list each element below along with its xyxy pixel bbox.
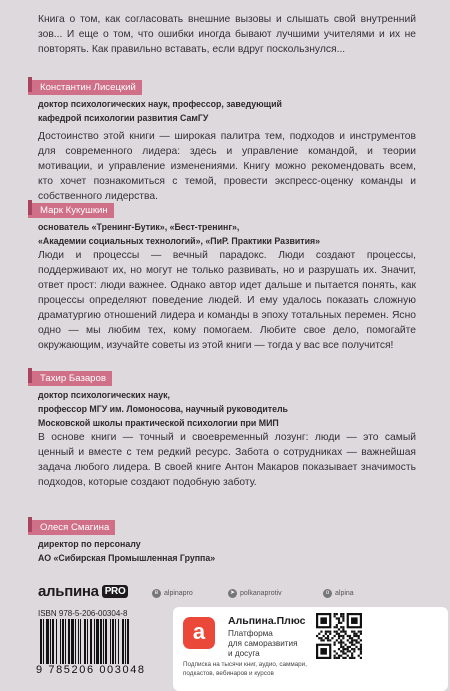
social-vk [152,589,193,598]
isbn-text: ISBN 978-5-206-00304-8 [38,609,128,618]
social-ok [323,589,354,598]
reviewer-name: Олеся Смагина [28,520,115,535]
social-telegram [228,589,282,598]
promo-description: Подписка на тысячи книг, аудио, саммари, подкастов, вебинаров и курсов [183,661,307,677]
review-text: Достоинство этой книги — широкая палитра тем, подходов и инструментов для современного лидера: здесь и управление командой, и теории мотивации, и управление изменениями. Книгу можно рекомендовать всем, кто хочет познакомиться с темой, провести экспресс-оценку команды и собственного лидерства. [38,131,416,202]
ok-icon: о [323,589,332,598]
promo-banner [173,607,448,691]
reviewer-marker [28,517,32,532]
review-text: В основе книги — точный и своевременный лозунг: люди — это самый ценный и вместе с тем редкий ресурс. Забота о сотрудниках — важнейшая задача любого лидера. В своей книге Антон Макаров показывает значимость подходов, которые создают подобную заботу. [38,432,416,488]
vk-icon: в [152,589,161,598]
reviewer-block-3 [28,368,288,430]
reviewer-block-2 [28,200,320,248]
telegram-icon: ➤ [229,590,236,596]
reviewer-title: директор по персоналу АО «Сибирская Промышленная Группа» [38,539,216,563]
reviewer-marker [28,77,32,92]
reviewer-name: Константин Лисецкий [28,80,142,95]
review-text: Люди и процессы — вечный парадокс. Люди создают процессы, поддерживают их, но могут не только развивать, но и разрушать их. Значит, ответ прост: люди важнее. Однако автор идет дальше и пытается понять, как процессы определяют поведение людей. И ему удалось показать сложную драматургию отношений лидера и команды в эпоху тотальных перемен. Ясно одно — мы любим тех, кому помогаем. Любите свое дело, помогайте окружающим, изучайте советы из этой книги — тогда у вас все получится! [38,250,416,351]
qr-code [316,613,362,659]
logo-badge: PRO [102,585,129,598]
logo-text: альпина [38,583,99,600]
publisher-logo [38,583,128,600]
social-label: alpina [335,590,354,597]
barcode-number: 9 785206 003048 [36,664,146,676]
reviewer-name: Марк Кукушкин [28,203,114,218]
reviewer-title: доктор психологических наук, профессор, заведующий кафедрой психологии развития СамГУ [38,99,282,123]
promo-background [173,607,448,691]
reviewer-title: доктор психологических наук, профессор МГУ им. Ломоносова, научный руководитель Московской школы практической психологии при МИП [38,390,288,428]
social-label: polkanaprotiv [240,590,282,597]
social-label: alpinapro [164,590,193,597]
reviewer-name: Тахир Базаров [28,371,112,386]
intro-paragraph: Книга о том, как согласовать внешние вызовы и слышать свой внутренний зов... И еще о том, что ошибки иногда бывают лучшими учителями и их не повторять. Как правильно вставать, если вдруг поскользнулся... [38,14,416,55]
reviewer-title: основатель «Тренинг-Бутик», «Бест-тренинг», «Академии социальных технологий», «ПиР. Практики Развития» [38,222,321,246]
alpina-plus-app-icon: a [183,617,215,649]
reviewer-block-1 [28,77,282,125]
reviewer-marker [28,200,32,215]
promo-subtitle: Платформа для саморазвития и досуга [228,629,298,658]
promo-title: Альпина.Плюс [228,615,306,627]
reviewer-block-4 [28,517,215,565]
reviewer-marker [28,368,32,383]
